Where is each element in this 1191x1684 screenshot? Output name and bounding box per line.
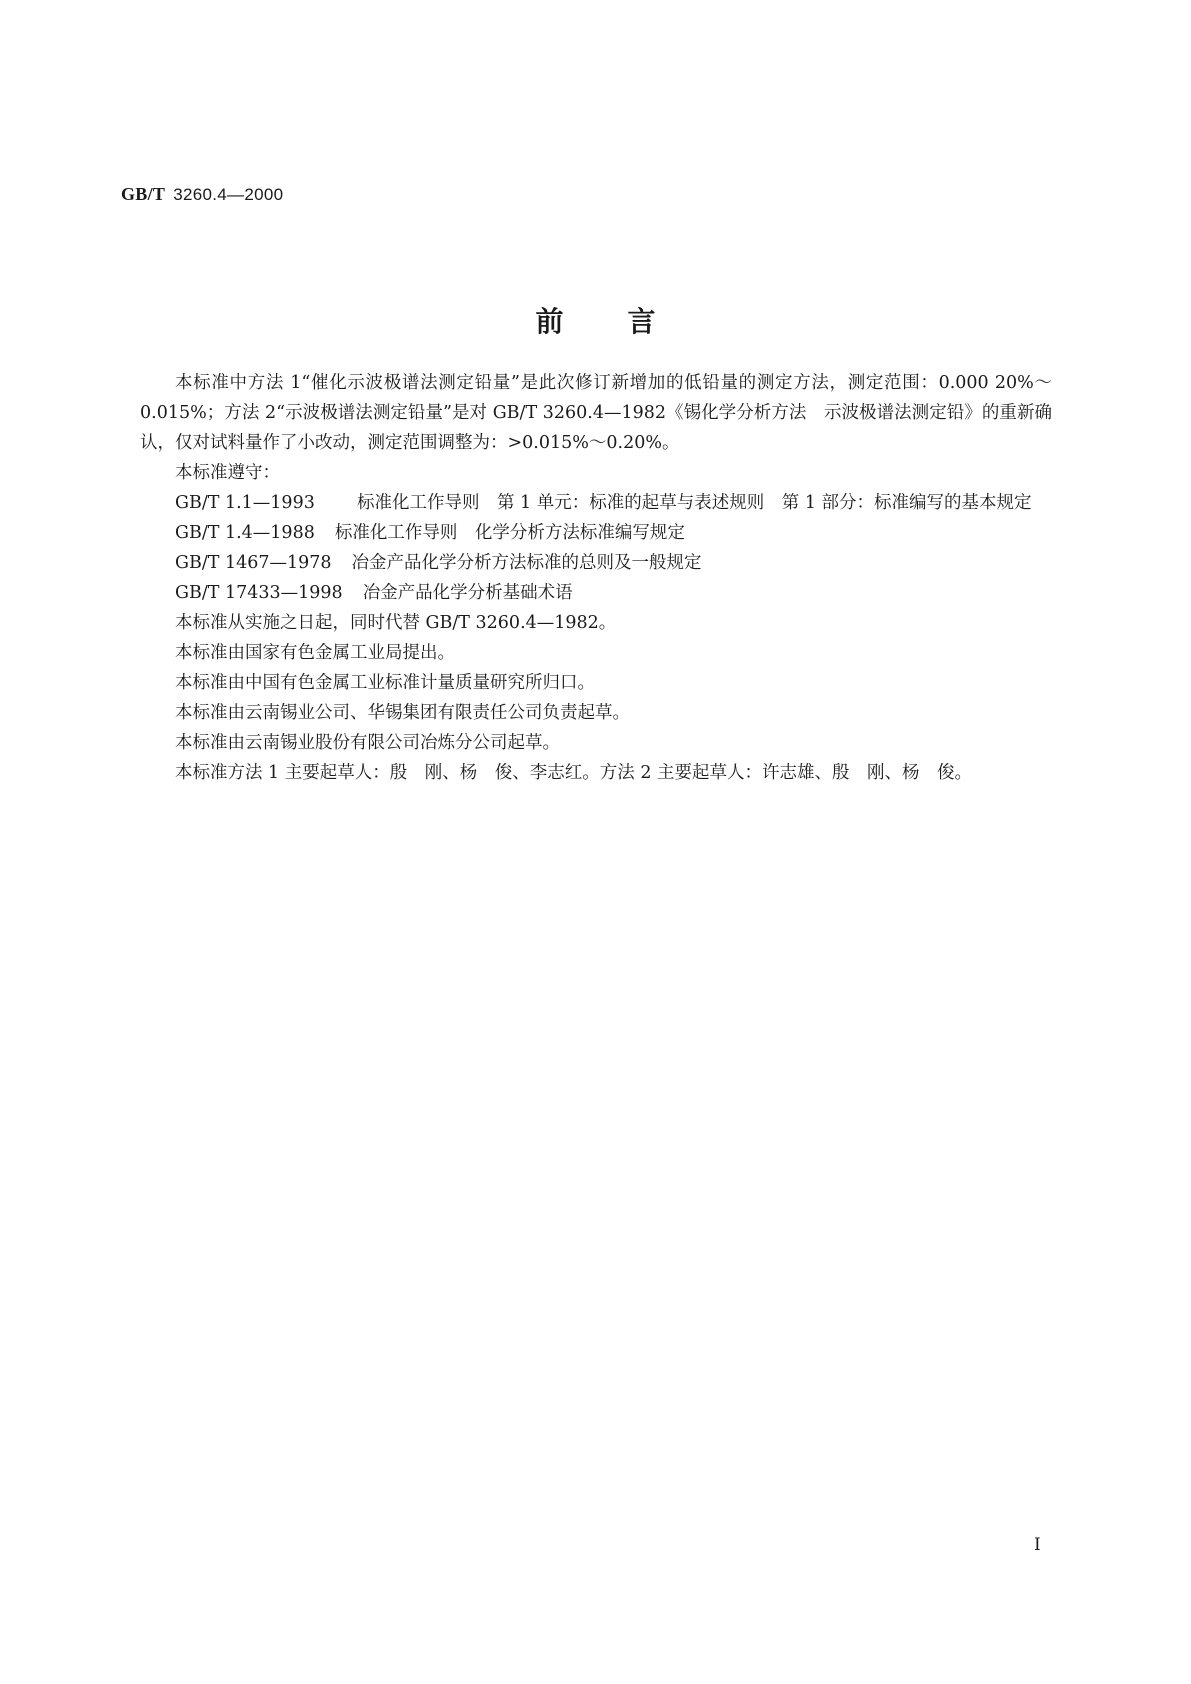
reference-name: 冶金产品化学分析方法标准的总则及一般规定: [351, 553, 702, 573]
statement-main-drafters: 本标准方法 1 主要起草人：殷 刚、杨 俊、李志红。方法 2 主要起草人：许志雄、殷 刚、杨 俊。: [175, 763, 973, 783]
reference-code: GB/T 1.1—1993: [175, 493, 315, 513]
paragraph-compliance-intro: 本标准遵守：: [175, 463, 280, 483]
page-number: I: [1034, 1535, 1041, 1555]
statement-replaces: 本标准从实施之日起，同时代替 GB/T 3260.4—1982。: [175, 613, 617, 633]
standard-number: 3260.4—2000: [173, 185, 284, 204]
reference-code: GB/T 1.4—1988: [175, 523, 315, 543]
reference-code: GB/T 1467—1978: [175, 553, 332, 573]
reference-name: 标准化工作导则 化学分析方法标准编写规定: [334, 523, 685, 543]
page-title: 前言: [535, 305, 720, 338]
reference-item: [140, 548, 1052, 578]
reference-code: GB/T 17433—1998: [175, 583, 343, 603]
paragraph-scope: 本标准中方法 1“催化示波极谱法测定铅量”是此次修订新增加的低铅量的测定方法，测定范围：0.000 20%～0.015%；方法 2“示波极谱法测定铅量”是对 GB/T 3260.4—1982《锡化学分析方法 示波极谱法测定铅》的重新确认，仅对试料量作了小改动，测定范围调整为：>0.015%～0.20%。: [140, 373, 1052, 453]
reference-name: 标准化工作导则 第 1 单元：标准的起草与表述规则 第 1 部分：标准编写的基本规定: [357, 493, 1032, 513]
standard-prefix: GB/T: [121, 184, 166, 204]
statement-administered-by: 本标准由中国有色金属工业标准计量质量研究所归口。: [175, 673, 595, 693]
statement-proposed-by: 本标准由国家有色金属工业局提出。: [175, 643, 455, 663]
statement-drafted-by: 本标准由云南锡业股份有限公司冶炼分公司起草。: [175, 733, 560, 753]
reference-item: [140, 578, 1052, 608]
reference-item: [140, 518, 1052, 548]
reference-item: [140, 488, 1052, 518]
statement-responsible-drafters: 本标准由云南锡业公司、华锡集团有限责任公司负责起草。: [175, 703, 630, 723]
foreword-body: [140, 368, 1052, 788]
standard-code: [121, 184, 283, 205]
reference-name: 冶金产品化学分析基础术语: [362, 583, 573, 603]
